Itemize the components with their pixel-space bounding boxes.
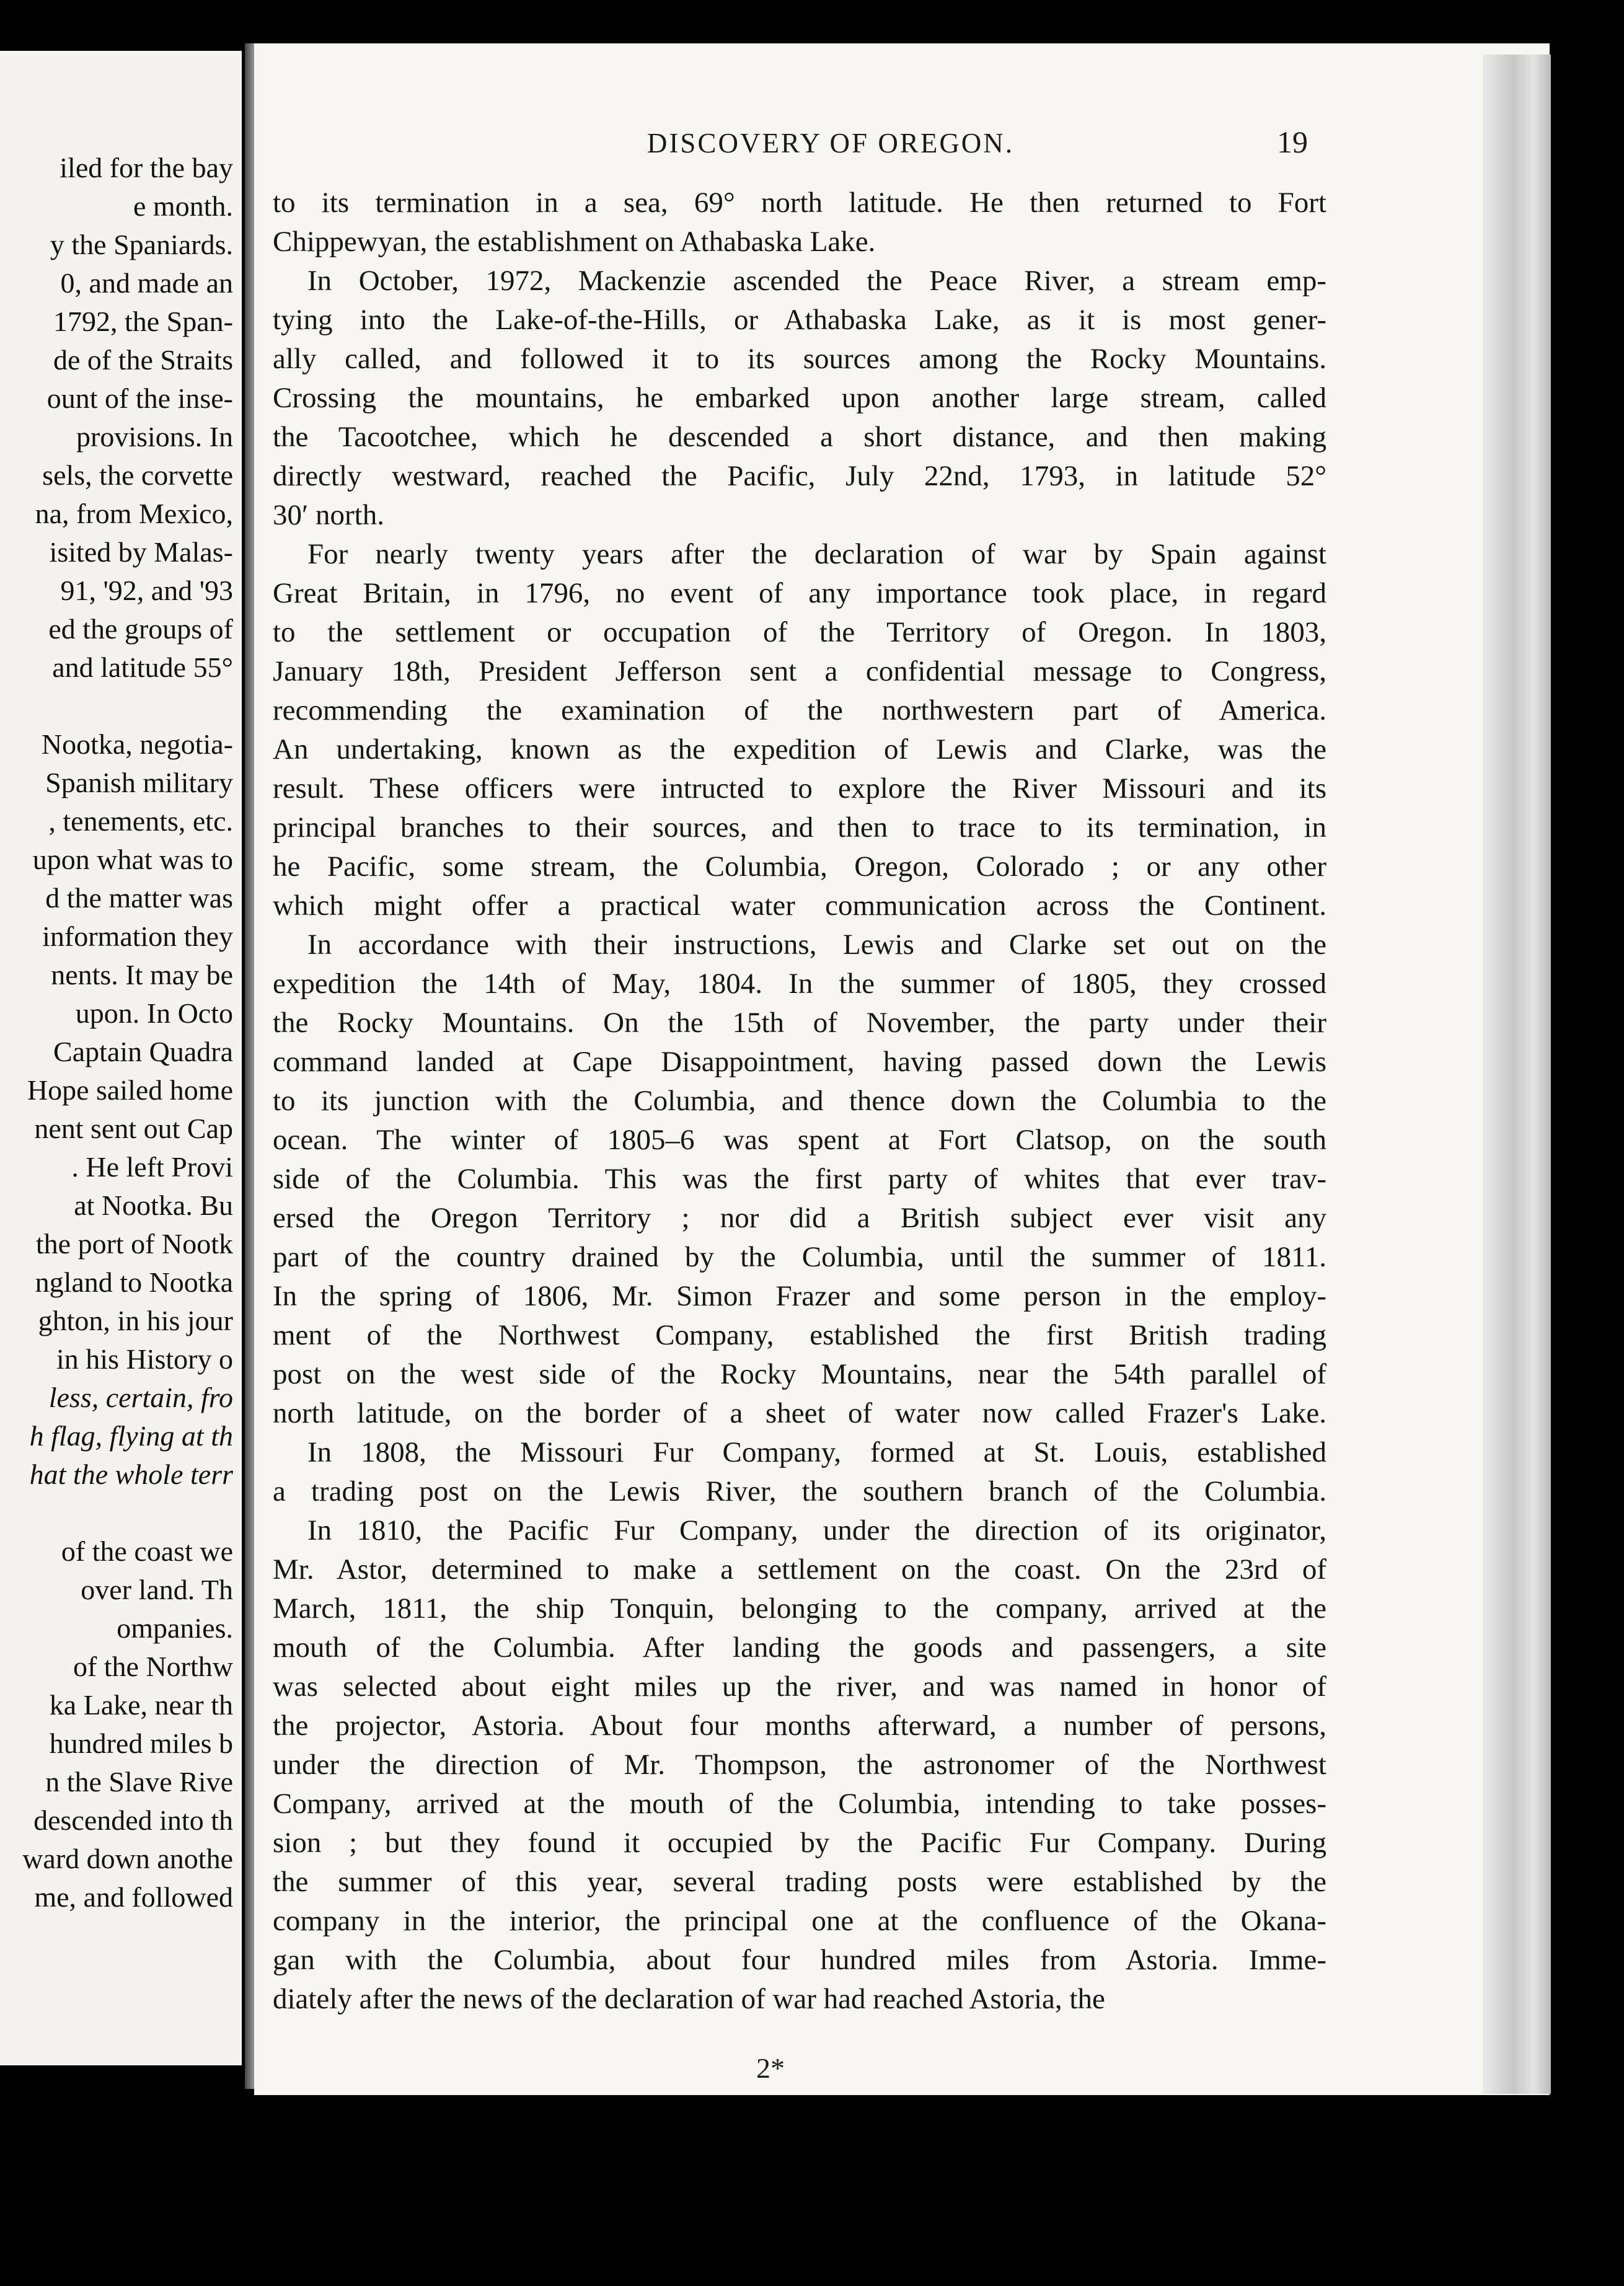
page-number: 19 <box>1277 125 1308 159</box>
body-line: In 1810, the Pacific Fur Company, under the direction of its originator, <box>307 1514 1326 1547</box>
facing-page-fragment: of the coast we <box>61 1535 233 1567</box>
facing-page-fragment: less, certain, fro <box>48 1382 233 1413</box>
body-line: side of the Columbia. This was the first party of whites that ever trav- <box>273 1163 1326 1195</box>
facing-page-fragment: y the Spaniards. <box>50 229 233 260</box>
body-line: diately after the news of the declaration of war had reached Astoria, the <box>273 1983 1105 2015</box>
body-line: under the direction of Mr. Thompson, the astronomer of the Northwest <box>273 1749 1326 1781</box>
facing-page-fragment: at Nootka. Bu <box>74 1189 233 1221</box>
body-line: a trading post on the Lewis River, the southern branch of the Columbia. <box>273 1475 1326 1507</box>
page-edges <box>1483 55 1551 2094</box>
body-line: In the spring of 1806, Mr. Simon Frazer and some person in the employ- <box>273 1280 1326 1312</box>
body-line: was selected about eight miles up the river, and was named in honor of <box>273 1670 1326 1703</box>
facing-page-fragment: na, from Mexico, <box>35 498 233 529</box>
body-line: the summer of this year, several trading posts were established by the <box>273 1866 1326 1898</box>
body-line: In 1808, the Missouri Fur Company, formed at St. Louis, established <box>307 1436 1326 1468</box>
facing-page-fragment: , tenements, etc. <box>48 805 233 837</box>
facing-page-fragment: de of the Straits <box>53 344 233 376</box>
body-line: ment of the Northwest Company, established the first British trading <box>273 1319 1326 1351</box>
body-line: directly westward, reached the Pacific, July 22nd, 1793, in latitude 52° <box>273 460 1326 492</box>
body-line: to its junction with the Columbia, and thence down the Columbia to the <box>273 1085 1326 1117</box>
body-line: he Pacific, some stream, the Columbia, Oregon, Colorado ; or any other <box>273 850 1326 883</box>
facing-page-edge <box>0 51 242 2065</box>
body-line: Company, arrived at the mouth of the Columbia, intending to take posses- <box>273 1788 1326 1820</box>
facing-page-fragment: the port of Nootk <box>35 1228 233 1260</box>
body-line: part of the country drained by the Columbia, until the summer of 1811. <box>273 1241 1326 1273</box>
body-line: gan with the Columbia, about four hundred miles from Astoria. Imme- <box>273 1944 1326 1976</box>
facing-page-fragment: nents. It may be <box>51 959 233 991</box>
body-line: ersed the Oregon Territory ; nor did a British subject ever visit any <box>273 1202 1326 1234</box>
body-line: result. These officers were intructed to explore the River Missouri and its <box>273 772 1326 805</box>
body-line: the Tacootchee, which he descended a short distance, and then making <box>273 421 1326 453</box>
body-line: An undertaking, known as the expedition of Lewis and Clarke, was the <box>273 733 1326 766</box>
body-line: the Rocky Mountains. On the 15th of November, the party under their <box>273 1007 1326 1039</box>
body-line: to the settlement or occupation of the Territory of Oregon. In 1803, <box>273 616 1326 648</box>
body-line: north latitude, on the border of a sheet of water now called Frazer's Lake. <box>273 1397 1326 1429</box>
facing-page-fragment: Nootka, negotia- <box>41 728 233 760</box>
facing-page-fragment: d the matter was <box>45 882 233 914</box>
body-line: For nearly twenty years after the declaration of war by Spain against <box>307 538 1326 570</box>
body-line: command landed at Cape Disappointment, having passed down the Lewis <box>273 1046 1326 1078</box>
body-line: Mr. Astor, determined to make a settlement on the coast. On the 23rd of <box>273 1553 1326 1586</box>
facing-page-fragment: of the Northw <box>73 1651 233 1682</box>
facing-page-fragment: over land. Th <box>81 1574 233 1605</box>
facing-page-fragment: nent sent out Cap <box>34 1113 233 1144</box>
body-line: sion ; but they found it occupied by the Pacific Fur Company. During <box>273 1827 1326 1859</box>
body-line: Chippewyan, the establishment on Athabaska Lake. <box>273 226 876 258</box>
facing-page-fragment: ount of the inse- <box>46 382 233 414</box>
facing-page-fragment: 0, and made an <box>60 267 233 299</box>
facing-page-fragment: ghton, in his jour <box>38 1305 233 1336</box>
facing-page-fragment: in his History o <box>56 1343 233 1375</box>
body-line: the projector, Astoria. About four months afterward, a number of persons, <box>273 1710 1326 1742</box>
body-text <box>273 183 1326 2019</box>
body-line: In October, 1972, Mackenzie ascended the Peace River, a stream emp- <box>307 265 1326 297</box>
body-line: expedition the 14th of May, 1804. In the summer of 1805, they crossed <box>273 968 1326 1000</box>
facing-page-fragment: e month. <box>133 190 233 222</box>
body-line: which might offer a practical water communication across the Continent. <box>273 889 1326 922</box>
body-line: March, 1811, the ship Tonquin, belonging to the company, arrived at the <box>273 1592 1326 1625</box>
facing-page-fragment: sels, the corvette <box>42 459 233 491</box>
body-line: 30′ north. <box>273 499 384 531</box>
facing-page-fragment: and latitude 55° <box>52 651 233 683</box>
facing-page-fragment: ka Lake, near th <box>49 1689 233 1721</box>
facing-page-fragment: ward down anothe <box>22 1843 233 1874</box>
facing-page-fragment: Hope sailed home <box>27 1074 233 1106</box>
facing-page-fragment: hundred miles b <box>49 1728 233 1759</box>
facing-page-fragment: ompanies. <box>117 1612 233 1644</box>
facing-page-fragment: ngland to Nootka <box>35 1266 233 1298</box>
facing-page-fragment: hat the whole terr <box>29 1459 233 1490</box>
body-line: Great Britain, in 1796, no event of any importance took place, in regard <box>273 577 1326 609</box>
facing-page-fragment: h flag, flying at th <box>29 1420 233 1452</box>
facing-page-fragment: descended into th <box>33 1804 233 1836</box>
body-line: In accordance with their instructions, Lewis and Clarke set out on the <box>307 929 1326 961</box>
body-line: mouth of the Columbia. After landing the goods and passengers, a site <box>273 1631 1326 1664</box>
body-line: Crossing the mountains, he embarked upon another large stream, called <box>273 382 1326 414</box>
running-head: DISCOVERY OF OREGON. <box>647 128 1015 159</box>
body-line: post on the west side of the Rocky Mountains, near the 54th parallel of <box>273 1358 1326 1390</box>
body-line: tying into the Lake-of-the-Hills, or Athabaska Lake, as it is most gener- <box>273 304 1326 336</box>
facing-page-fragment: 91, '92, and '93 <box>60 575 233 606</box>
facing-page-fragment: 1792, the Span- <box>53 306 233 337</box>
facing-page-fragment: upon what was to <box>32 844 233 875</box>
facing-page-fragment: me, and followed <box>34 1881 233 1913</box>
facing-page-fragment: provisions. In <box>76 421 233 452</box>
body-line: ocean. The winter of 1805–6 was spent at Fort Clatsop, on the south <box>273 1124 1326 1156</box>
facing-page-fragment: Spanish military <box>45 767 233 798</box>
facing-page-fragment: information they <box>42 920 233 952</box>
facing-page-fragment: n the Slave Rive <box>45 1766 233 1798</box>
facing-page-fragment: . He left Provi <box>71 1151 233 1183</box>
body-line: January 18th, President Jefferson sent a confidential message to Congress, <box>273 655 1326 687</box>
body-line: to its termination in a sea, 69° north latitude. He then returned to Fort <box>273 187 1326 219</box>
facing-page-fragment: ed the groups of <box>48 613 233 645</box>
facing-page-fragment: Captain Quadra <box>53 1036 233 1067</box>
body-line: principal branches to their sources, and then to trace to its termination, in <box>273 811 1326 844</box>
signature-mark: 2* <box>756 2052 785 2084</box>
facing-page-fragment: upon. In Octo <box>75 997 233 1029</box>
body-line: company in the interior, the principal one at the confluence of the Okana- <box>273 1905 1326 1937</box>
body-line: ally called, and followed it to its sources among the Rocky Mountains. <box>273 343 1326 375</box>
facing-page-fragment: isited by Malas- <box>49 536 233 568</box>
body-line: recommending the examination of the northwestern part of America. <box>273 694 1326 726</box>
facing-page-fragment: iled for the bay <box>60 152 233 183</box>
